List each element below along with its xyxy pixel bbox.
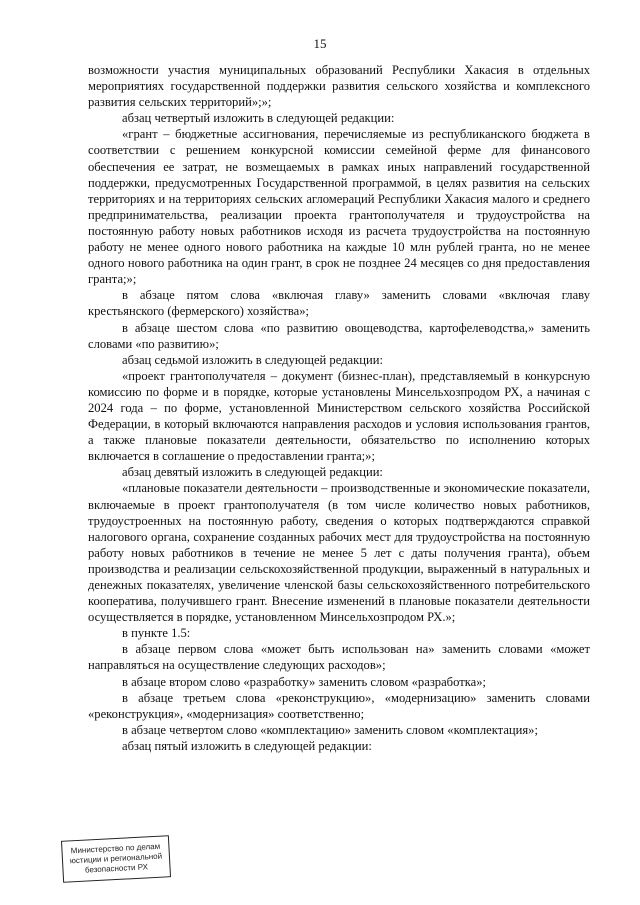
paragraph: возможности участия муниципальных образований Республики Хакасия в отдельных мероприятиях государственной поддержки развития сельского хозяйства и комплексного развития сельских территорий»;»;: [88, 63, 590, 110]
paragraph: «плановые показатели деятельности – производственные и экономические показатели, включаемые в проект грантополучателя (в том числе количество новых работников, трудоустроенных на постоянную работу, сведения о которых подтверждаются справкой налогового органа, сохранение созданных рабочих мест для трудоустройства на постоянную работу новых работников в течение не менее 5 лет с даты получения гранта), объем производства и реализации сельскохозяйственной продукции, выраженный в натуральных и денежных показателях, увеличение членской базы сельскохозяйственного потребительского кооператива, получившего грант. Внесение изменений в плановые показатели деятельности осуществляется в порядке, установленном Минсельхозпродом РХ.»;: [88, 481, 590, 625]
paragraph: абзац седьмой изложить в следующей редакции:: [122, 352, 383, 367]
stamp-line-2: юстиции и региональной: [69, 851, 163, 866]
stamp-line-1: Министерство по делам: [70, 841, 161, 856]
paragraph: абзац девятый изложить в следующей редакции:: [122, 465, 383, 480]
registration-stamp: [61, 835, 171, 883]
paragraph: «проект грантополучателя – документ (бизнес-план), представляемый в конкурсную комиссию по форме и в порядке, которые установлены Минсельхозпродом РХ, а начиная с 2024 года – по форме, установленной Министерством сельского хозяйства Российской Федерации, в который включаются направления расходов и условия использования грантов, а также плановые показатели деятельности, обязательство по исполнению которых включается в соглашение о предоставлении гранта;»;: [88, 368, 590, 464]
paragraph: «грант – бюджетные ассигнования, перечисляемые из республиканского бюджета в соответствии с решением конкурсной комиссии семейной ферме для финансового обеспечения ее затрат, не возмещаемых в рамках иных направлений государственной поддержки, предусмотренных Государственной программой, в целях развития на сельских территориях и на территориях сельских агломераций Республики Хакасия малого и среднего предпринимательства, реализации проекта грантополучателя и трудоустройства на постоянную работу новых работников исходя из расчета трудоустройства на постоянную работу не менее одного нового работника на каждые 10 млн рублей гранта, но не менее одного нового работника на один грант, в срок не позднее 24 месяцев со дня предоставления гранта;»;: [88, 127, 590, 287]
document-body: [88, 62, 590, 754]
paragraph: абзац четвертый изложить в следующей редакции:: [122, 111, 395, 126]
paragraph: в пункте 1.5:: [122, 626, 191, 641]
stamp-line-3: безопасности РХ: [84, 862, 149, 875]
paragraph: в абзаце втором слово «разработку» заменить словом «разработка»;: [122, 674, 487, 689]
paragraph: в абзаце четвертом слово «комплектацию» заменить словом «комплектация»;: [122, 722, 538, 737]
page-number: 15: [313, 36, 327, 51]
paragraph: в абзаце пятом слова «включая главу» заменить словами «включая главу крестьянского (фермерского) хозяйства»;: [88, 288, 590, 319]
paragraph: абзац пятый изложить в следующей редакции:: [122, 738, 372, 753]
paragraph: в абзаце шестом слова «по развитию овощеводства, картофелеводства,» заменить словами «по развитию»;: [88, 320, 590, 351]
paragraph: в абзаце третьем слова «реконструкцию», «модернизацию» заменить словами «реконструкция», «модернизация» соответственно;: [88, 690, 590, 721]
paragraph: в абзаце первом слова «может быть использован на» заменить словами «может направляться на осуществление следующих расходов»;: [88, 642, 590, 673]
